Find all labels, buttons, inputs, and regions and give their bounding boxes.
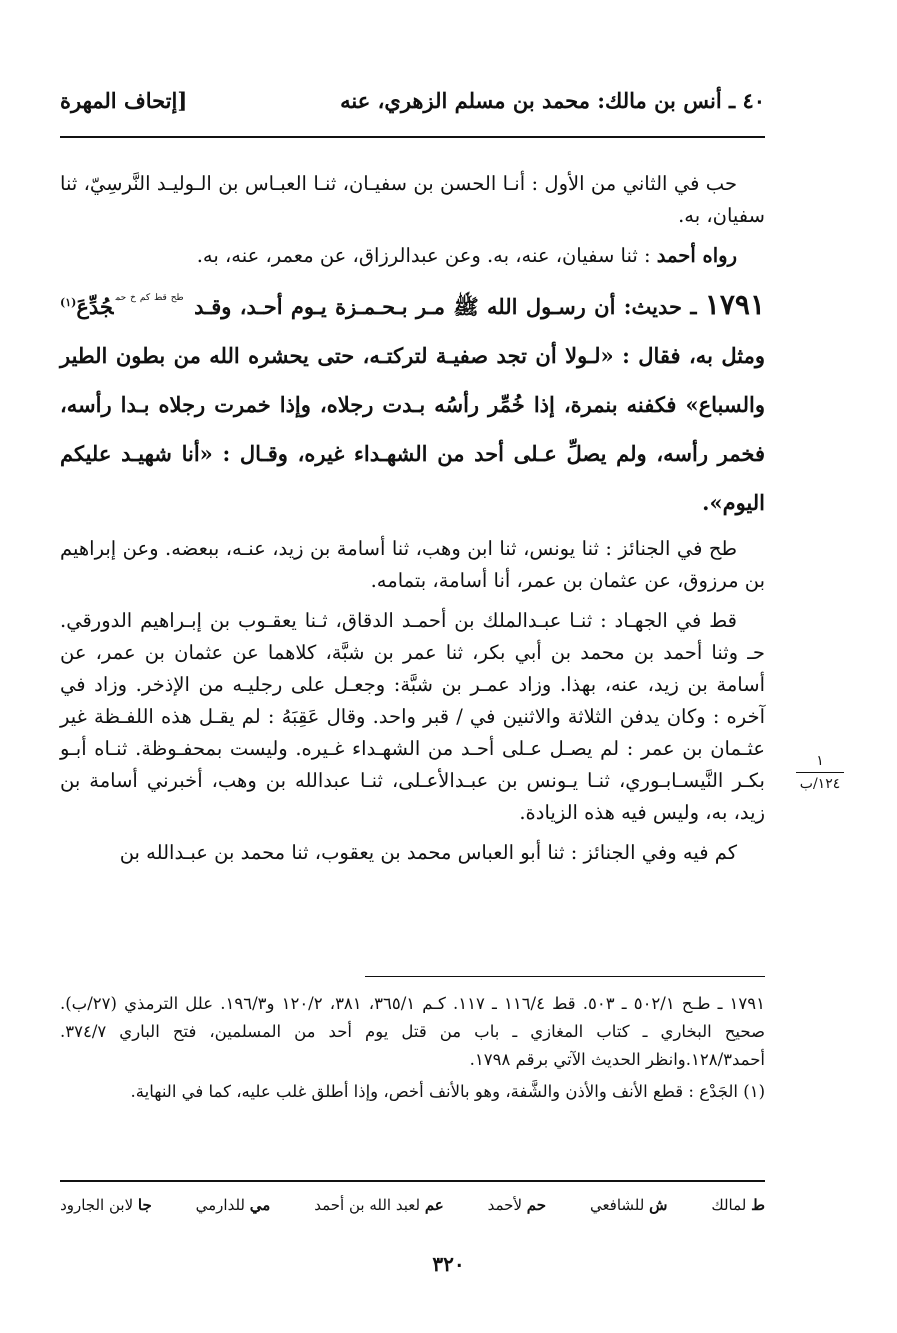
header-book-title: [إتحاف المهرة [60,88,188,113]
paragraph-ahmad-lead: رواه أحمد [656,244,737,267]
manuscript-folio-note [790,752,850,793]
hadith-entry [60,280,765,527]
hadith-number: ١٧٩١ [704,288,765,321]
page-number: ٣٢٠ [432,1252,465,1276]
abbrev-shafii: ش للشافعي [589,1196,668,1214]
paragraph-ahmad-text: : ثنا سفيان، عنه، به. وعن عبدالرزاق، عن معمر، عنه، به. [196,244,657,267]
main-text [60,168,765,877]
abbrev-abdullah: عم لعبد الله بن أحمد [314,1196,444,1214]
margin-note-bottom: ١٢٤/ب [799,776,841,792]
margin-note-line [796,772,844,773]
paragraph-tahawi: طح في الجنائز : ثنا يونس، ثنا ابن وهب، ثنا أسامة بن زيد، عنـه، ببعضه. وعن إبراهيم بن مرزوق، عن عثمان بن عمر، أنا أسامة، بتمامه. [60,537,765,592]
abbrev-ahmad: حم لأحمد [487,1196,547,1214]
footnote-1: (١) الجَدْع : قطع الأنف والأذن والشَّفة، وهو بالأنف أخص، وإذا أطلق غلب عليه، كما في النهاية. [130,1082,765,1101]
abbrev-darimi: مي للدارمي [195,1196,271,1214]
abbreviation-key [60,1196,765,1214]
abbrev-rule [60,1180,765,1182]
paragraph-ibn-hibban: حب في الثاني من الأول : أنـا الحسن بن سفيـان، ثنـا العبـاس بن الـوليـد النَّرسِيّ، ثنا سفيان، به. [60,172,765,227]
paragraph-daraqutni: قط في الجهـاد : ثنـا عبـدالملك بن أحمـد الدقاق، ثـنا يعقـوب بن إبـراهيم الدورقي. حـ وثنا أحمد بن محمد بن أبي بكر، ثنا عمر بن شبَّة، كلاهما عن عثمان بن عمر، عن أسامة بن زيد، عنه، بهذا. وزاد عمـر بن شبَّة: وجعـل على رجليـه من الإذخر. وزاد في آخره : وكان يدفن الثلاثة والاثنين في / قبر واحد. وقال عَقِبَهُ : لم يقـل هذه اللفـظة غير عثـمان بن عمر : لم يصـل عـلى أحـد من الشهـداء غـيره. وليست بمحفـوظة. ثنـاه أبـو بكـر النَّيسـابـوري، ثنـا يـونس بن عبـدالأعـلى، ثنـا عبدالله بن وهب، أخبرني أسامة بن زيد، به، وليس فيه هذه الزيادة. [60,609,765,824]
hadith-word [76,294,185,319]
abbrev-malik: ط لمالك [711,1196,765,1214]
paragraph-ahmad [60,240,765,272]
paragraph-hakim: كم فيه وفي الجنائز : ثنا أبو العباس محمد بن يعقوب، ثنا محمد بن عبـدالله بن [119,841,737,864]
footnote-references: ١٧٩١ ـ طـح ٥٠٢/١ ـ ٥٠٣. قط ١١٦/٤ ـ ١١٧. كـم ٣٦٥/١، ٣٨١، ١٢٠/٢ و١٩٦/٣. علل الترمذي (٢٧/ب). صحيح البخاري ـ كتاب المغازي ـ باب من قتل يوم أحد من المسلمين، فتح الباري ٣٧٤/٧. أحمد١٢٨/٣.وانظر الحديث الآتي برقم ١٧٩٨. [60,994,765,1069]
margin-note-top: ١ [816,753,824,769]
abbrev-ibn-jarud: جا لابن الجارود [60,1196,152,1214]
header-rule [60,136,765,138]
hadith-lead: ـ حديث: أن رسـول الله ﷺ مـر بـحـمـزة يـوم أحـد، وقـد [185,294,705,319]
hadith-text: ومثل به، فقال : «لـولا أن تجد صفيـة لتركتـه، حتى يحشره الله من بطون الطير والسباع» فكفنه بنمرة، إذا خُمِّر رأسُه بـدت رجلاه، وإذا خمرت رجلاه بـدا رأسه، فخمر رأسه، ولم يصلِّ عـلى أحد من الشهـداء غيره، وقـال : «أنا شهيـد عليكم اليوم». [60,343,765,515]
header-chapter-title: ٤٠ ـ أنس بن مالك: محمد بن مسلم الزهري، عنه [340,88,765,113]
hadith-word-text: جُدِّعَ [76,294,114,319]
footnote-rule [365,976,765,977]
running-header [60,88,765,128]
footnote-ref: (١) [60,296,77,309]
footnotes [60,990,765,1110]
hadith-sigla: طح قط كم خ حم [115,293,184,303]
